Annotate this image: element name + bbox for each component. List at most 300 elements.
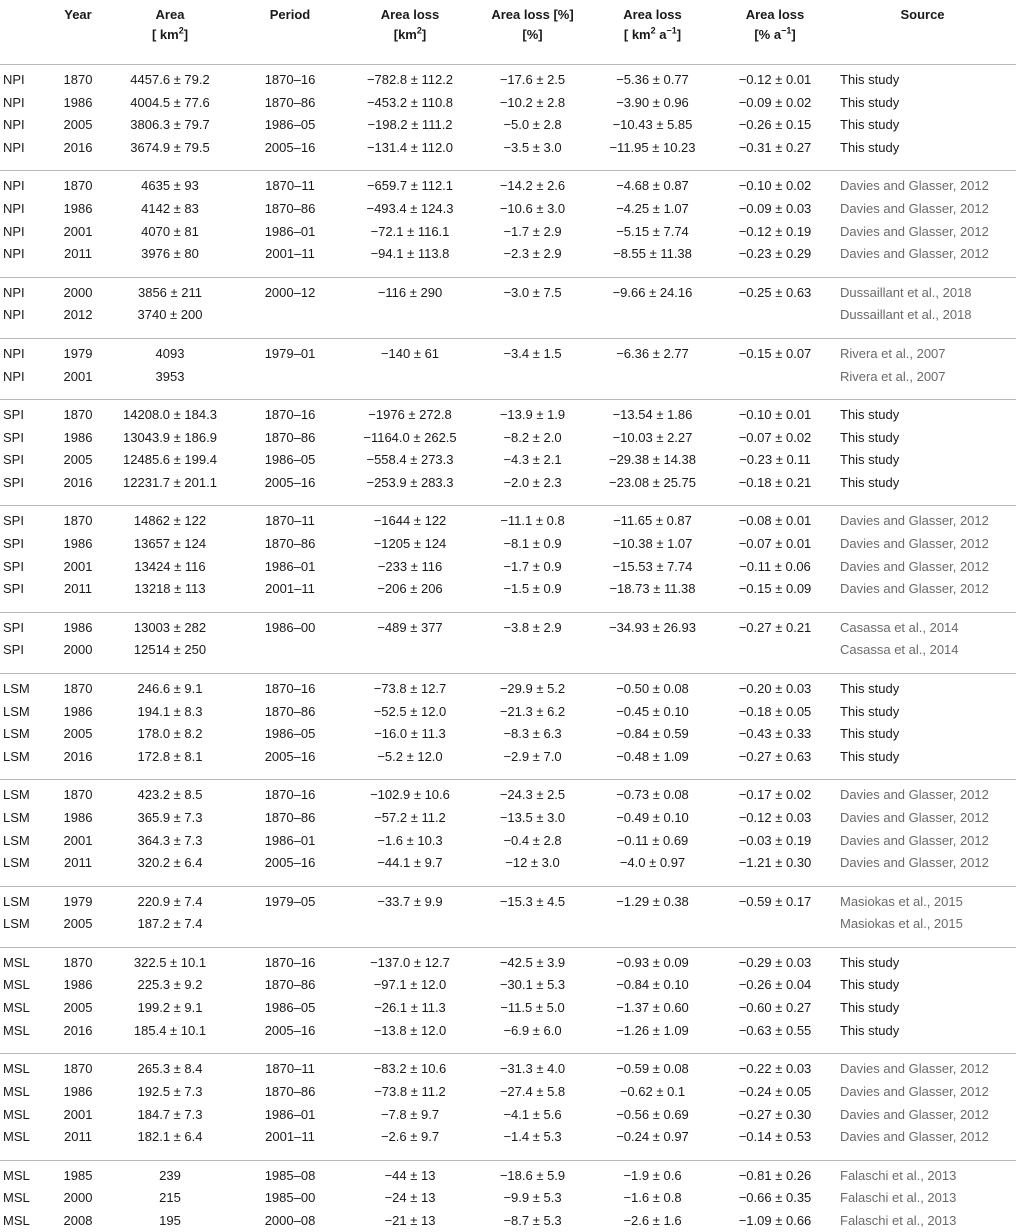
year-cell: 1986 [63,429,93,445]
period-cell: 1870–11 [265,1061,315,1077]
source-cell: Rivera et al., 2007 [840,368,946,384]
area-cell: 178.0 ± 8.2 [137,726,203,742]
icefield-cell: LSM [3,787,30,803]
area-cell: 187.2 ± 7.4 [137,916,203,932]
year-cell: 1870 [63,787,93,803]
period-cell: 2000–12 [264,284,316,300]
area-loss-rate-pct-cell: −0.07 ± 0.01 [738,536,812,552]
area-loss-rate-cell: −4.0 ± 0.97 [619,855,686,871]
area-cell: 4004.5 ± 77.6 [130,94,210,110]
area-cell: 12514 ± 250 [133,642,207,658]
icefield-cell: LSM [3,703,30,719]
year-cell: 2011 [64,1129,92,1145]
period-cell: 1870–86 [264,536,316,552]
year-cell: 2000 [63,1190,93,1206]
period-cell: 1870–86 [264,201,316,217]
period-cell: 1985–00 [264,1190,316,1206]
area-loss-rate-cell: −23.08 ± 25.75 [608,474,696,490]
area-loss-rate-cell: −1.29 ± 0.38 [616,893,689,909]
table-row [0,175,1016,197]
area-cell: 322.5 ± 10.1 [133,954,207,970]
icefield-cell: NPI [3,223,25,239]
year-cell: 2005 [63,726,93,742]
table-row [0,678,1016,700]
area-loss-pct-cell: −10.2 ± 2.8 [499,94,566,110]
table-row [0,510,1016,532]
table-row [0,830,1016,852]
source-cell: This study [840,977,900,993]
icefield-cell: SPI [3,513,24,529]
year-cell: 1870 [63,513,93,529]
area-loss-pct-cell: −11.1 ± 0.8 [500,513,565,529]
area-loss-pct-cell: −2.3 ± 2.9 [503,246,562,262]
area-cell: 220.9 ± 7.4 [137,893,203,909]
header-area-unit: [ $km^2$] [151,25,189,42]
icefield-cell: SPI [3,429,24,445]
icefield-cell: NPI [3,284,25,300]
area-loss-rate-pct-cell: −0.24 ± 0.05 [738,1083,812,1099]
group-divider [0,673,1016,674]
area-loss-rate-cell: −5.15 ± 7.74 [616,223,689,239]
header-area-loss-rate: Area loss [623,7,682,22]
area-loss-rate-cell: −0.62 ± 0.1 [619,1083,686,1099]
icefield-cell: MSL [3,1129,30,1145]
table-row [0,556,1016,578]
area-loss-rate-cell: −13.54 ± 1.86 [612,407,693,422]
area-loss-rate-pct-cell: −0.43 ± 0.33 [738,726,812,742]
table-row [0,617,1016,639]
year-cell: 2012 [63,307,93,323]
area-loss-cell: −44.1 ± 9.7 [377,855,443,871]
area-loss-rate-pct-cell: −0.81 ± 0.26 [738,1167,812,1183]
area-loss-rate-cell: −9.66 ± 24.16 [612,284,693,300]
source-cell: Davies and Glasser, 2012 [840,201,989,217]
source-cell: This study [840,680,900,696]
area-loss-rate-pct-cell: −0.22 ± 0.03 [738,1061,812,1077]
area-cell: 182.1 ± 6.4 [137,1129,203,1145]
period-cell: 1870–86 [264,977,316,993]
icefield-cell: NPI [3,94,25,110]
table-row [0,243,1016,265]
area-loss-rate-cell: −1.6 ± 0.8 [623,1190,682,1206]
area-loss-rate-cell: −0.84 ± 0.10 [616,977,689,993]
period-cell: 1986–05 [264,452,316,468]
table-row [0,404,1016,426]
area-loss-rate-cell: −0.50 ± 0.08 [616,680,689,696]
year-cell: 1986 [63,977,93,993]
area-cell: 184.7 ± 7.3 [137,1106,203,1122]
area-loss-pct-cell: −3.8 ± 2.9 [503,619,562,635]
table-row [0,639,1016,661]
area-loss-pct-cell: −27.4 ± 5.8 [499,1083,566,1099]
header-area-loss-rate-pct-unit: [% $a^{-1}$] [754,25,796,42]
source-cell: Davies and Glasser, 2012 [840,513,989,529]
area-loss-rate-cell: −15.53 ± 7.74 [612,558,693,574]
table-row [0,304,1016,326]
period-cell: 1870–11 [265,513,315,529]
table-row [0,1020,1016,1042]
area-cell: 225.3 ± 9.2 [137,977,203,993]
area-loss-rate-pct-cell: −0.27 ± 0.21 [738,619,812,635]
area-loss-pct-cell: −14.2 ± 2.6 [499,178,566,194]
area-loss-pct-cell: −30.1 ± 5.3 [499,977,566,993]
area-loss-pct-cell: −21.3 ± 6.2 [499,703,566,719]
area-loss-pct-cell: −13.9 ± 1.9 [499,407,566,422]
area-loss-cell: −1205 ± 124 [373,536,447,552]
table-row [0,427,1016,449]
period-cell: 2001–11 [265,1129,315,1145]
source-cell: This study [840,748,900,764]
area-loss-rate-pct-cell: −0.18 ± 0.21 [738,474,812,490]
area-loss-pct-cell: −29.9 ± 5.2 [499,680,566,696]
area-loss-rate-pct-cell: −0.60 ± 0.27 [738,1000,812,1016]
area-loss-cell: −558.4 ± 273.3 [366,452,454,468]
area-loss-rate-pct-cell: −0.20 ± 0.03 [738,680,812,696]
area-loss-cell: −1976 ± 272.8 [368,407,452,422]
area-loss-rate-pct-cell: −0.07 ± 0.02 [738,429,812,445]
period-cell: 2005–16 [264,748,316,764]
year-cell: 1986 [63,703,93,719]
icefield-cell: LSM [3,680,30,696]
group-divider [0,1160,1016,1161]
group-divider [0,505,1016,506]
area-loss-cell: −1.6 ± 10.3 [377,832,443,848]
area-loss-pct-cell: −3.4 ± 1.5 [503,345,562,361]
area-cell: 13657 ± 124 [133,536,207,552]
icefield-cell: MSL [3,954,30,970]
area-cell: 364.3 ± 7.3 [137,832,203,848]
period-cell: 2001–11 [265,581,315,597]
area-loss-cell: −140 ± 61 [380,345,440,361]
year-cell: 1870 [63,954,93,970]
area-loss-cell: −102.9 ± 10.6 [370,787,450,803]
area-loss-pct-cell: −3.5 ± 3.0 [503,139,562,155]
area-loss-rate-pct-cell: −0.63 ± 0.55 [738,1022,812,1038]
table-row [0,1081,1016,1103]
area-cell: 185.4 ± 10.1 [133,1022,207,1038]
area-loss-rate-pct-cell: −1.09 ± 0.66 [738,1212,812,1228]
area-loss-pct-cell: −17.6 ± 2.5 [499,72,566,87]
icefield-cell: MSL [3,1212,30,1228]
period-cell: 1870–86 [264,429,316,445]
area-loss-cell: −33.7 ± 9.9 [377,893,443,909]
area-loss-cell: −1164.0 ± 262.5 [363,429,457,445]
area-loss-rate-pct-cell: −0.15 ± 0.07 [738,345,812,361]
icefield-cell: MSL [3,1167,30,1183]
table-row [0,1058,1016,1080]
group-divider [0,64,1016,65]
source-cell: This study [840,1022,900,1038]
year-cell: 2005 [63,1000,93,1016]
area-loss-rate-cell: −1.26 ± 1.09 [616,1022,689,1038]
period-cell: 1986–01 [264,223,316,239]
area-loss-rate-cell: −4.68 ± 0.87 [616,178,689,194]
area-loss-cell: −137.0 ± 12.7 [370,954,450,970]
source-cell: This study [840,474,900,490]
area-loss-cell: −73.8 ± 11.2 [374,1083,446,1099]
icefield-cell: MSL [3,977,30,993]
area-loss-cell: −73.8 ± 12.7 [373,680,447,696]
area-loss-rate-cell: −0.48 ± 1.09 [616,748,689,764]
period-cell: 1986–01 [264,1106,316,1122]
group-divider [0,886,1016,887]
area-cell: 13043.9 ± 186.9 [123,429,217,445]
table-row [0,343,1016,365]
source-cell: Davies and Glasser, 2012 [840,581,989,597]
source-cell: Dussaillant et al., 2018 [840,307,972,323]
area-loss-pct-cell: −1.4 ± 5.3 [503,1129,562,1145]
icefield-cell: NPI [3,139,25,155]
table-row [0,1165,1016,1187]
area-loss-cell: −1644 ± 122 [373,513,447,529]
table-row [0,578,1016,600]
area-loss-rate-cell: −8.55 ± 11.38 [613,246,692,262]
source-cell: This study [840,72,900,87]
source-cell: This study [840,139,900,155]
source-cell: Davies and Glasser, 2012 [840,787,989,803]
area-cell: 195 [159,1212,181,1228]
icefield-cell: MSL [3,1000,30,1016]
source-cell: Falaschi et al., 2013 [840,1212,957,1228]
table-row [0,913,1016,935]
area-cell: 172.8 ± 8.1 [137,748,203,764]
area-loss-pct-cell: −18.6 ± 5.9 [499,1167,566,1183]
period-cell: 2005–16 [264,855,316,871]
header-area-loss-rate-unit: [ $km^2$ $a^{-1}$] [623,25,682,42]
area-loss-pct-cell: −8.2 ± 2.0 [503,429,562,445]
table-row [0,1126,1016,1148]
source-cell: This study [840,117,900,133]
table-header [0,4,1016,54]
icefield-cell: SPI [3,642,24,658]
area-loss-rate-pct-cell: −0.03 ± 0.19 [738,832,812,848]
period-cell: 1870–86 [264,1083,316,1099]
table-row [0,114,1016,136]
area-loss-pct-cell: −8.7 ± 5.3 [503,1212,562,1228]
area-cell: 3674.9 ± 79.5 [130,139,210,155]
icefield-cell: NPI [3,307,25,323]
header-area-loss: Area loss [380,7,440,22]
table-row [0,533,1016,555]
area-loss-rate-pct-cell: −0.29 ± 0.03 [738,954,812,970]
source-cell: Davies and Glasser, 2012 [840,536,989,552]
area-cell: 13003 ± 282 [133,619,207,635]
area-loss-rate-cell: −0.84 ± 0.59 [616,726,689,742]
area-loss-rate-cell: −0.56 ± 0.69 [616,1106,689,1122]
year-cell: 1870 [63,72,93,87]
area-cell: 12485.6 ± 199.4 [123,452,217,468]
source-cell: Falaschi et al., 2013 [840,1167,957,1183]
area-loss-pct-cell: −42.5 ± 3.9 [499,954,566,970]
icefield-cell: MSL [3,1106,30,1122]
area-loss-rate-cell: −4.25 ± 1.07 [616,201,689,217]
period-cell: 1979–01 [264,345,316,361]
area-loss-rate-cell: −0.59 ± 0.08 [616,1061,689,1077]
group-divider [0,947,1016,948]
year-cell: 2005 [63,916,93,932]
area-loss-cell: −453.2 ± 110.8 [366,94,454,110]
source-cell: Davies and Glasser, 2012 [840,558,989,574]
area-cell: 423.2 ± 8.5 [137,787,203,803]
period-cell: 1986–05 [264,117,316,133]
area-loss-pct-cell: −0.4 ± 2.8 [503,832,562,848]
header-period: Period [269,7,311,22]
icefield-cell: NPI [3,72,25,87]
area-loss-rate-pct-cell: −0.08 ± 0.01 [738,513,812,529]
source-cell: This study [840,703,900,719]
area-cell: 14208.0 ± 184.3 [123,407,217,422]
area-loss-rate-cell: −11.65 ± 0.87 [613,513,692,529]
area-loss-pct-cell: −6.9 ± 6.0 [503,1022,562,1038]
area-loss-rate-pct-cell: −0.31 ± 0.27 [738,139,812,155]
area-loss-pct-cell: −24.3 ± 2.5 [499,787,566,803]
area-loss-cell: −206 ± 206 [377,581,443,597]
table-row [0,472,1016,494]
icefield-cell: NPI [3,368,25,384]
area-cell: 192.5 ± 7.3 [137,1083,203,1099]
table-row [0,366,1016,388]
period-cell: 1870–16 [264,680,316,696]
icefield-cell: MSL [3,1022,30,1038]
icefield-cell: LSM [3,916,30,932]
area-cell: 320.2 ± 6.4 [137,855,203,871]
area-loss-rate-cell: −10.43 ± 5.85 [612,117,693,133]
table-row [0,1104,1016,1126]
area-loss-rate-pct-cell: −0.09 ± 0.03 [738,201,812,217]
area-loss-cell: −16.0 ± 11.3 [374,726,446,742]
year-cell: 2011 [64,581,92,597]
area-loss-pct-cell: −1.7 ± 0.9 [503,558,562,574]
area-loss-rate-pct-cell: −0.15 ± 0.09 [738,581,812,597]
area-cell: 12231.7 ± 201.1 [123,474,217,490]
icefield-cell: MSL [3,1061,30,1077]
period-cell: 1979–05 [264,893,316,909]
year-cell: 1979 [63,893,93,909]
area-loss-rate-cell: −0.73 ± 0.08 [616,787,689,803]
year-cell: 1870 [63,178,93,194]
area-loss-rate-pct-cell: −0.12 ± 0.03 [738,809,812,825]
area-loss-rate-cell: −5.36 ± 0.77 [616,72,689,87]
area-loss-cell: −13.8 ± 12.0 [373,1022,447,1038]
period-cell: 2005–16 [264,474,316,490]
area-loss-cell: −5.2 ± 12.0 [377,748,443,764]
period-cell: 1986–01 [264,558,316,574]
year-cell: 2011 [64,246,92,262]
year-cell: 2001 [63,1106,93,1122]
year-cell: 2001 [63,832,93,848]
source-cell: Davies and Glasser, 2012 [840,1083,989,1099]
area-loss-rate-cell: −0.49 ± 0.10 [616,809,689,825]
icefield-cell: LSM [3,748,30,764]
area-cell: 3953 [155,368,185,384]
group-divider [0,277,1016,278]
icefield-cell: SPI [3,558,24,574]
header-area-loss-pct: Area loss [%] [491,7,574,22]
source-cell: Dussaillant et al., 2018 [840,284,972,300]
header-area: Area [155,7,185,22]
table-row [0,92,1016,114]
area-loss-pct-cell: −4.3 ± 2.1 [503,452,562,468]
area-loss-rate-cell: −0.11 ± 0.69 [616,832,689,848]
area-cell: 4635 ± 93 [141,178,199,194]
area-loss-rate-pct-cell: −0.11 ± 0.06 [739,558,811,574]
area-loss-rate-pct-cell: −0.18 ± 0.05 [738,703,812,719]
area-cell: 13424 ± 116 [134,558,206,574]
year-cell: 2016 [63,474,93,490]
area-loss-pct-cell: −8.3 ± 6.3 [503,726,562,742]
area-loss-rate-pct-cell: −0.25 ± 0.63 [738,284,812,300]
area-loss-pct-cell: −10.6 ± 3.0 [499,201,566,217]
period-cell: 1870–16 [264,407,316,422]
area-loss-rate-pct-cell: −0.09 ± 0.02 [738,94,812,110]
period-cell: 1870–16 [264,787,316,803]
area-loss-cell: −94.1 ± 113.8 [370,246,450,262]
area-loss-pct-cell: −9.9 ± 5.3 [503,1190,562,1206]
group-divider [0,338,1016,339]
year-cell: 2005 [63,117,93,133]
group-divider [0,170,1016,171]
area-cell: 4457.6 ± 79.2 [130,72,210,87]
area-loss-rate-pct-cell: −0.10 ± 0.02 [738,178,812,194]
area-loss-rate-cell: −18.73 ± 11.38 [609,581,696,597]
table-row [0,449,1016,471]
table-row [0,852,1016,874]
year-cell: 2001 [63,223,93,239]
area-loss-cell: −198.2 ± 111.2 [367,117,453,133]
source-cell: This study [840,407,900,422]
area-cell: 4142 ± 83 [141,201,199,217]
area-loss-pct-cell: −11.5 ± 5.0 [500,1000,565,1016]
area-cell: 3976 ± 80 [141,246,199,262]
area-loss-rate-pct-cell: −0.23 ± 0.11 [739,452,811,468]
source-cell: Davies and Glasser, 2012 [840,246,989,262]
area-loss-cell: −7.8 ± 9.7 [380,1106,440,1122]
area-loss-pct-cell: −31.3 ± 4.0 [499,1061,566,1077]
source-cell: This study [840,94,900,110]
source-cell: This study [840,726,900,742]
period-cell: 1870–16 [264,72,316,87]
period-cell: 2000–08 [264,1212,316,1228]
area-cell: 365.9 ± 7.3 [137,809,203,825]
period-cell: 1986–01 [264,832,316,848]
table-row [0,1187,1016,1209]
header-source: Source [900,7,945,22]
area-loss-rate-pct-cell: −0.14 ± 0.53 [738,1129,812,1145]
year-cell: 1986 [63,94,93,110]
area-loss-cell: −83.2 ± 10.6 [373,1061,447,1077]
icefield-cell: LSM [3,855,30,871]
source-cell: Davies and Glasser, 2012 [840,855,989,871]
area-cell: 239 [159,1167,181,1183]
area-cell: 4070 ± 81 [141,223,199,239]
area-loss-rate-cell: −34.93 ± 26.93 [608,619,696,635]
table-row [0,221,1016,243]
area-loss-cell: −52.5 ± 12.0 [373,703,447,719]
table-row [0,891,1016,913]
area-loss-rate-pct-cell: −0.59 ± 0.17 [738,893,812,909]
year-cell: 1979 [63,345,93,361]
area-loss-pct-cell: −2.0 ± 2.3 [503,474,562,490]
area-loss-rate-cell: −2.6 ± 1.6 [623,1212,682,1228]
area-loss-rate-cell: −29.38 ± 14.38 [608,452,696,468]
icefield-cell: LSM [3,726,30,742]
icefield-cell: LSM [3,809,30,825]
icefield-cell: LSM [3,893,30,909]
area-loss-pct-cell: −1.5 ± 0.9 [503,581,562,597]
icefield-cell: SPI [3,407,24,422]
area-loss-rate-pct-cell: −0.26 ± 0.04 [738,977,812,993]
year-cell: 2008 [63,1212,93,1228]
